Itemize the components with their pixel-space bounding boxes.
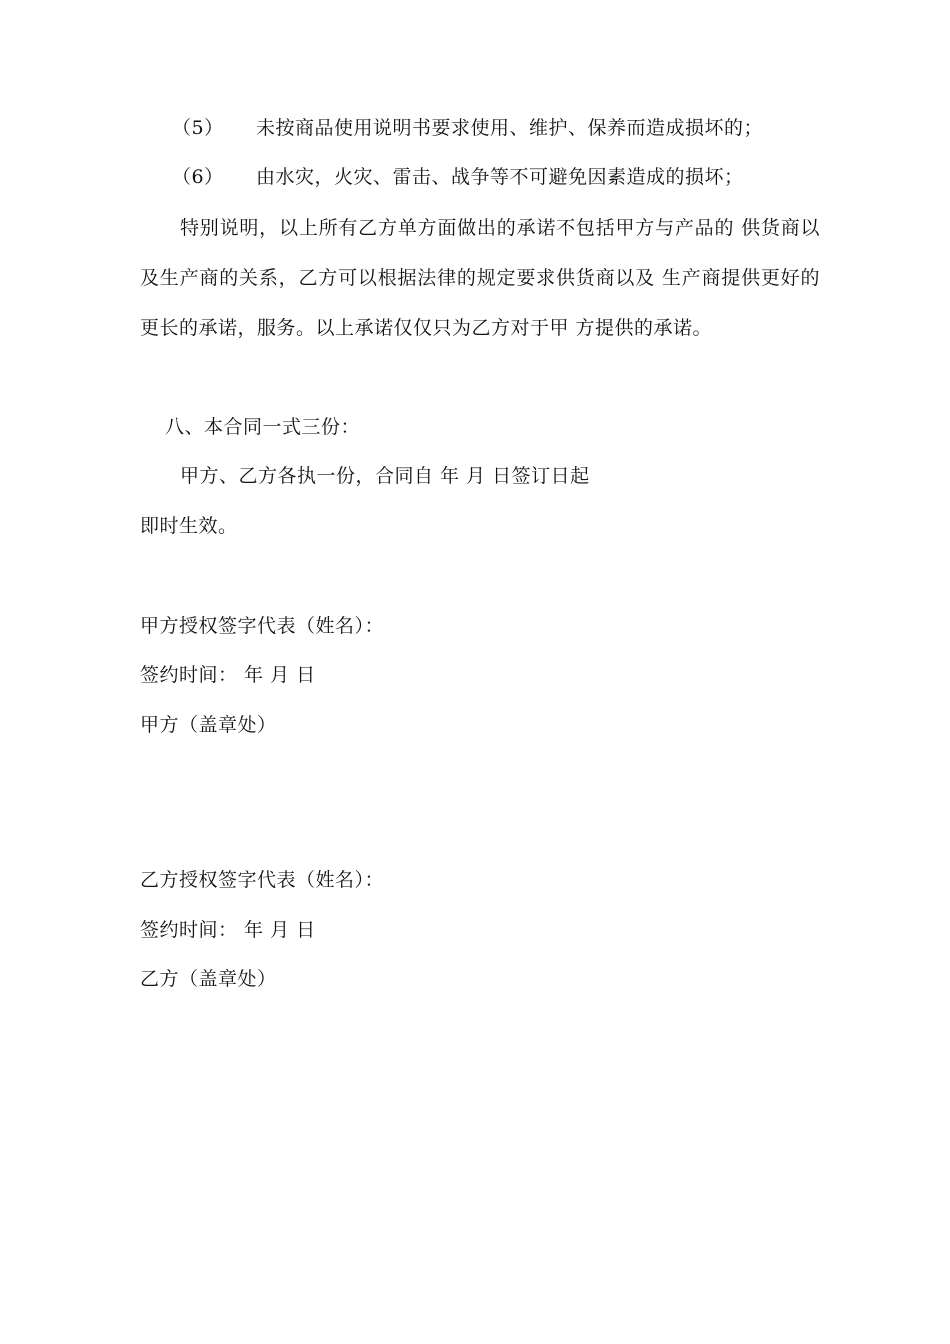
party-a-sign-time: 签约时间： 年 月 日 <box>140 664 316 686</box>
party-b-representative: 乙方授权签字代表（姓名）： <box>140 869 385 891</box>
list-item-number: （5） <box>172 117 224 139</box>
party-a-representative: 甲方授权签字代表（姓名）： <box>140 615 385 637</box>
list-item <box>172 164 744 190</box>
party-b-sign-time: 签约时间： 年 月 日 <box>140 919 316 941</box>
list-item <box>172 115 763 141</box>
special-note-paragraph: 特别说明，以上所有乙方单方面做出的承诺不包括甲方与产品的 供货商以及生产商的关系，乙方可以根据法律的规定要求供货商以及 生产商提供更好的更长的承诺，服务。以上承诺仅仅只为乙方对于甲 方提供的承诺。 <box>140 217 820 339</box>
section-body-line: 即时生效。 <box>140 515 238 537</box>
list-item-text: 未按商品使用说明书要求使用、维护、保养而造成损坏的； <box>256 117 764 139</box>
section-body-line: 甲方、乙方各执一份，合同自 年 月 日签订日起 <box>180 465 590 487</box>
list-item-number: （6） <box>172 166 224 188</box>
section-heading: 八、本合同一式三份： <box>165 416 361 438</box>
party-a-seal: 甲方（盖章处） <box>140 714 277 736</box>
list-item-text: 由水灾，火灾、雷击、战争等不可避免因素造成的损坏； <box>256 166 744 188</box>
party-b-seal: 乙方（盖章处） <box>140 968 277 990</box>
